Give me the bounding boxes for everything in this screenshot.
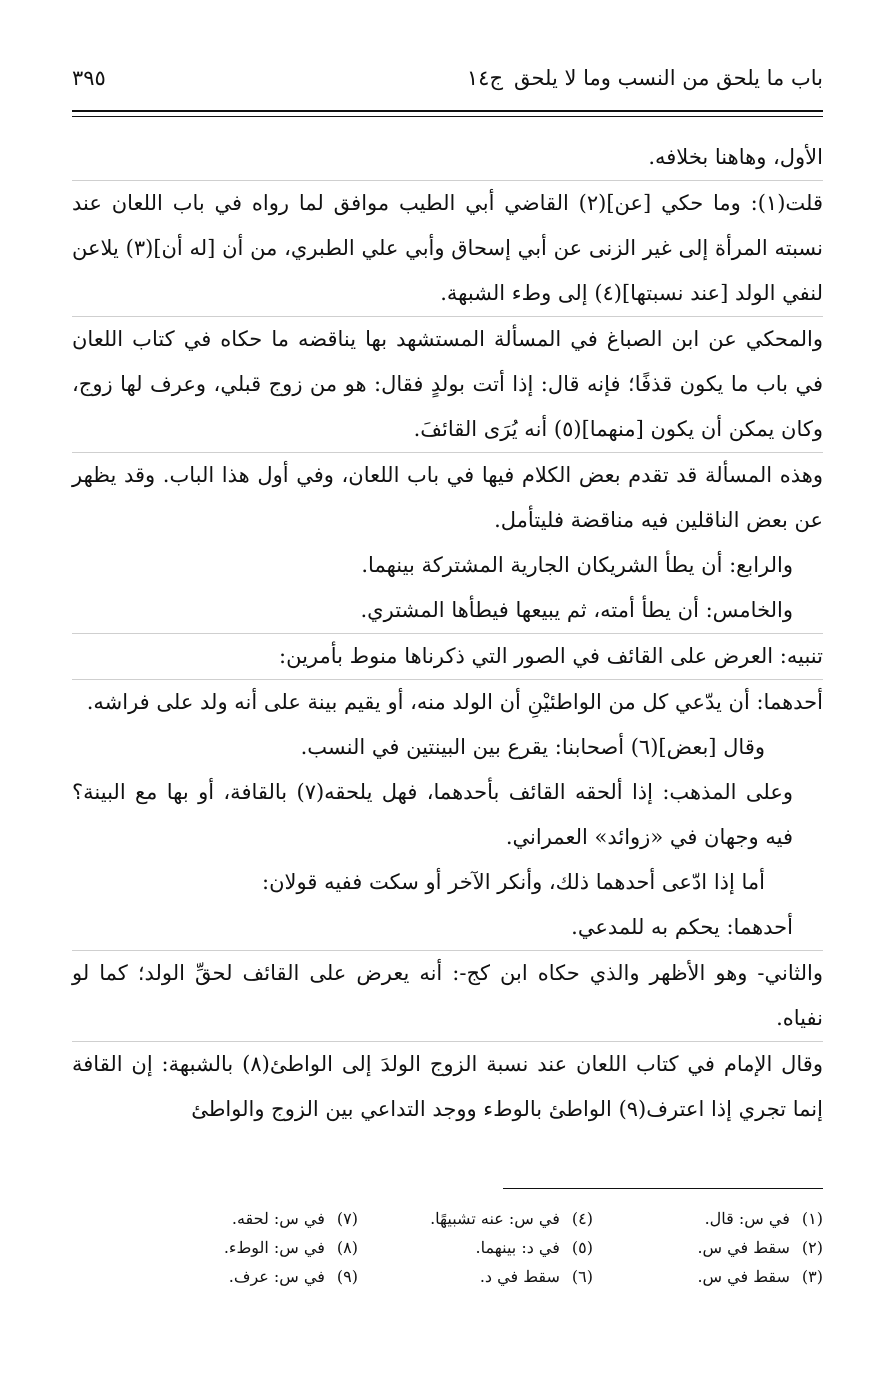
footnote-text: سقط في س.: [697, 1267, 790, 1286]
body-text: [72, 135, 823, 1132]
paragraph: قلت(١): وما حكي [عن](٢) القاضي أبي الطيب موافق لما رواه في باب اللعان عند نسبته المرأة إلى غير الزنى عن أبي إسحاق وأبي علي الطبري، من أن [له أن](٣) يلاعن لنفي الولد [عند نسبتها](٤) إلى وطء الشبهة.: [72, 180, 823, 316]
paragraph: وقال [بعض](٦) أصحابنا: يقرع بين البينتين في النسب.: [300, 735, 765, 759]
footnote-number: (٣): [801, 1267, 823, 1286]
footnote: [128, 1233, 358, 1262]
footnote-text: سقط في د.: [479, 1267, 560, 1286]
footnote-text: في س: عنه تشبيهًا.: [430, 1209, 560, 1228]
paragraph: وقال الإمام في كتاب اللعان عند نسبة الزوج الولدَ إلى الواطئ(٨) بالشبهة: إن القافة إنما تجري إذا اعترف(٩) الواطئ بالوطء ووجد التداعي بين الزوج والواطئ: [72, 1041, 823, 1132]
footnote-number: (٤): [571, 1209, 593, 1228]
footnote-number: (٥): [571, 1238, 593, 1257]
paragraph: الأول، وهاهنا بخلافه.: [648, 145, 823, 169]
footnote-text: في س: قال.: [704, 1209, 790, 1228]
footnote-text: في س: عرف.: [228, 1267, 325, 1286]
paragraph: والثاني- وهو الأظهر والذي حكاه ابن كج-: أنه يعرض على القائف لحقِّ الولد؛ كما لو نفياه.: [72, 950, 823, 1041]
paragraph: أحدهما: يحكم به للمدعي.: [571, 915, 793, 939]
paragraph: تنبيه: العرض على القائف في الصور التي ذكرناها منوط بأمرين:: [72, 633, 823, 679]
footnote: [593, 1262, 823, 1291]
footnote-column: [128, 1204, 358, 1291]
footnote: [593, 1233, 823, 1262]
footnote-number: (٨): [336, 1238, 358, 1257]
footnote: [128, 1204, 358, 1233]
footnote-number: (٩): [336, 1267, 358, 1286]
footnote-number: (٦): [571, 1267, 593, 1286]
paragraph: وهذه المسألة قد تقدم بعض الكلام فيها في باب اللعان، وفي أول هذا الباب. وقد يظهر عن بعض الناقلين فيه مناقضة فليتأمل.: [72, 452, 823, 543]
book-page: [72, 0, 823, 1383]
running-header: [72, 66, 823, 106]
footnote-text: في د: بينهما.: [475, 1238, 560, 1257]
footnote-number: (١): [801, 1209, 823, 1228]
header-rule-thick: [72, 110, 823, 112]
footnote-rule: [503, 1188, 823, 1189]
footnote: [128, 1262, 358, 1291]
paragraph: والخامس: أن يطأ أمته، ثم يبيعها فيطأها المشتري.: [360, 598, 793, 622]
header-rule-thin: [72, 116, 823, 117]
chapter-title: باب ما يلحق من النسب وما لا يلحق: [513, 66, 823, 90]
footnote-text: في س: لحقه.: [231, 1209, 325, 1228]
footnote: [363, 1233, 593, 1262]
paragraph: أحدهما: أن يدّعي كل من الواطئيْنِ أن الولد منه، أو يقيم بينة على أنه ولد على فراشه.: [72, 679, 823, 725]
footnote-number: (٢): [801, 1238, 823, 1257]
paragraph: والمحكي عن ابن الصباغ في المسألة المستشهد بها يناقضه ما حكاه في كتاب اللعان في باب ما يكون قذفًا؛ فإنه قال: إذا أتت بولدٍ فقال: هو من زوج قبلي، وعرف لها زوج، وكان يمكن أن يكون [منهما](٥) أنه يُرَى القائفَ.: [72, 316, 823, 452]
footnote-text: سقط في س.: [697, 1238, 790, 1257]
paragraph: وعلى المذهب: إذا ألحقه القائف بأحدهما، فهل يلحقه(٧) بالقافة، أو بها مع البينة؟ فيه وجهان في «زوائد» العمراني.: [72, 780, 793, 849]
footnote: [363, 1204, 593, 1233]
volume-label: ج١٤: [466, 66, 503, 90]
page-number: ٣٩٥: [72, 66, 106, 90]
footnote-text: في س: الوطء.: [223, 1238, 325, 1257]
footnote: [363, 1262, 593, 1291]
footnote: [593, 1204, 823, 1233]
footnote-column: [593, 1204, 823, 1291]
paragraph: والرابع: أن يطأ الشريكان الجارية المشتركة بينهما.: [361, 553, 793, 577]
paragraph: أما إذا ادّعى أحدهما ذلك، وأنكر الآخر أو سكت ففيه قولان:: [262, 870, 765, 894]
footnote-number: (٧): [336, 1209, 358, 1228]
footnote-column: [363, 1204, 593, 1291]
